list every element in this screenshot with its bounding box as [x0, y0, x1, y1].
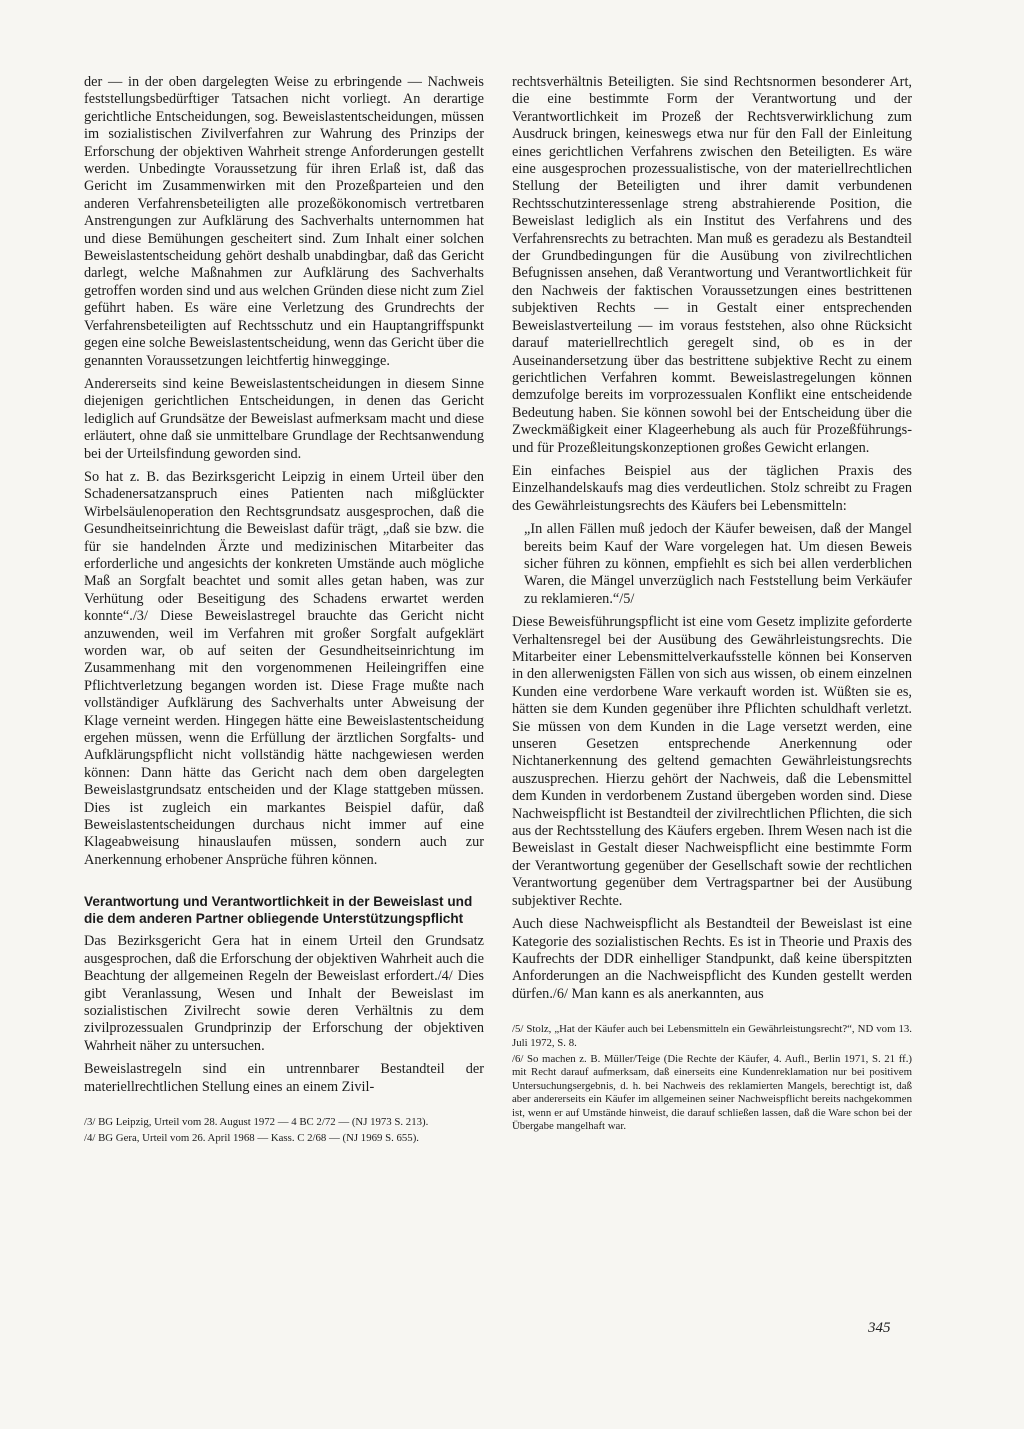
footnotes — [84, 1116, 484, 1146]
paragraph: der — in der oben dargelegten Weise zu erbringende — Nachweis feststellungsbedürftiger Tatsachen nicht vorliegt. An derartige gerichtliche Entscheidungen, sog. Beweislastentscheidungen, müssen im sozialistischen Zivilverfahren zur Wahrung des Prinzips der Erforschung der objektiven Wahrheit strenge Anforderungen gestellt werden. Unbedingte Voraussetzung für ihren Erlaß ist, daß das Gericht im Zusammenwirken mit den Prozeßparteien und den anderen Verfahrensbeteiligten alle prozeßökonomisch vertretbaren Anstrengungen zur Aufklärung des Sachverhalts unternommen hat und diese Bemühungen gescheitert sind. Zum Inhalt einer solchen Beweislastentscheidung gehört deshalb unabdingbar, daß das Gericht darlegt, welche Maßnahmen zur Aufklärung des Sachverhalts getroffen worden sind und aus welchen Gründen diese nicht zum Ziel geführt haben. Es wäre eine Verletzung des Grundrechts der Verfahrensbeteiligten auf Rechtsschutz und ein Hauptangriffspunkt gegen eine solche Beweislastentscheidung, wenn das Gericht über die genannten Voraussetzungen leichtfertig hinwegginge. — [84, 74, 484, 369]
footnote: /5/ Stolz, „Hat der Käufer auch bei Lebensmitteln ein Gewährleistungsrecht?“, ND vom 13. Juli 1972, S. 8. — [512, 1023, 912, 1049]
paragraph: Andererseits sind keine Beweislastentscheidungen in diesem Sinne diejenigen gerichtlichen Entscheidungen, in denen das Gericht lediglich auf Grundsätze der Beweislast aufmerksam macht und diese erläutert, ohne daß sie unmittelbare Grundlage der Rechtsanwendung bei der Urteilsfindung geworden sind. — [84, 375, 484, 462]
footnote: /3/ BG Leipzig, Urteil vom 28. August 1972 — 4 BC 2/72 — (NJ 1973 S. 213). — [84, 1115, 429, 1128]
paragraph: Das Bezirksgericht Gera hat in einem Urteil den Grundsatz ausgesprochen, daß die Erforschung der objektiven Wahrheit auch die Beachtung der allgemeinen Regeln der Beweislast erfordert./4/ Dies gibt Veranlassung, Wesen und Inhalt der Beweislast im sozialistischen Zivilrecht sowie deren Verhältnis zu dem zivilprozessualen Grundprinzip der Erforschung der objektiven Wahrheit näher zu untersuchen. — [84, 933, 484, 1054]
footnote: /6/ So machen z. B. Müller/Teige (Die Rechte der Käufer, 4. Aufl., Berlin 1971, S. 21 ff.) mit Recht darauf aufmerksam, daß einerseits eine Kundenreklamation nur bei positivem Untersuchungsergebnis, d. h. bei Nachweis des reklamierten Mangels, berechtigt ist, daß aber andererseits ein Käufer im allgemeinen seiner Nachweispflicht bereits nachgekommen ist, wenn er auf Umstände hinweist, die darauf schließen lassen, daß die Ware schon bei der Übergabe mangelhaft war. — [512, 1052, 912, 1132]
footnotes — [512, 1023, 912, 1133]
paragraph: Auch diese Nachweispflicht als Bestandteil der Beweislast ist eine Kategorie des sozialistischen Rechts. Es ist in Theorie und Praxis des Kaufrechts der DDR einhelliger Standpunkt, daß keine überspitzten Anforderungen an die Nachweispflicht des Kunden gestellt werden dürfen./6/ Man kann es als anerkannten, aus — [512, 916, 912, 1002]
paragraph: Beweislastregeln sind ein untrennbarer Bestandteil der materiellrechtlichen Stellung eines an einem Zivil- — [84, 1061, 484, 1095]
right-column — [512, 74, 912, 1136]
paragraph: rechtsverhältnis Beteiligten. Sie sind Rechtsnormen besonderer Art, die eine bestimmte Form der Verantwortung und der Verantwortlichkeit im Prozeß der Rechtsverwirklichung zum Ausdruck bringen, keineswegs etwa nur für den Fall der Einleitung eines gerichtlichen Verfahrens zwischen den Beteiligten. Es wäre eine ausgesprochen prozessualistische, von der materiellrechtlichen Stellung der Beteiligten und ihrer damit verbundenen Rechtsschutzinteressenlage streng abstrahierende Position, die Beweislast lediglich als ein Institut des Verfahrens und des Verfahrensrechts zu betrachten. Man muß es geradezu als Bestandteil der Grundbedingungen für die Ausübung von zivilrechtlichen Befugnissen ansehen, daß Verantwortung und Verantwortlichkeit für den Nachweis der faktischen Voraussetzungen eines bestrittenen subjektiven Rechts — in Gestalt einer entsprechenden Beweislastverteilung — im voraus feststehen, also ohne Rücksicht darauf materiellrechtlich geregelt sind, ob es in der Auseinandersetzung über das bestrittene subjektive Recht zu einem gerichtlichen Verfahren kommt. Beweislastregelungen können demzufolge bereits im vorprozessualen Konflikt eine entscheidende Bedeutung haben. Sie können sowohl bei der Entscheidung über die Zweckmäßigkeit einer Klageerhebung als auch für Prozeßführungs- und für Prozeßleitungskonzeptionen großes Gewicht erlangen. — [512, 74, 912, 456]
footnote: /4/ BG Gera, Urteil vom 26. April 1968 — Kass. C 2/68 — (NJ 1969 S. 655). — [84, 1132, 419, 1145]
page-number: 345 — [868, 1320, 891, 1336]
paragraph: Ein einfaches Beispiel aus der täglichen Praxis des Einzelhandelskaufs mag dies verdeutlichen. Stolz schreibt zu Fragen des Gewährleistungsrechts des Käufers bei Lebensmitteln: — [512, 462, 912, 514]
paragraph: Diese Beweisführungspflicht ist eine vom Gesetz implizite geforderte Verhaltensregel bei der Ausübung des Gewährleistungsrechts. Die Mitarbeiter einer Lebensmittelverkaufsstelle können bei Konserven in den allerwenigsten Fällen von sich aus wissen, ob einem einzelnen Kunden eine verdorbene Ware verkauft worden ist. Wüßten sie es, hätten sie dem Kunden gegenüber ihre Pflichten schuldhaft verletzt. Sie müssen von dem Kunden in die Lage versetzt werden, eine unseren Gesetzen entsprechende Anerkennung oder Nichtanerkennung des geltend gemachten Gewährleistungsrechts auszusprechen. Hierzu gehört der Nachweis, daß die Lebensmittel dem Kunden in verdorbenem Zustand übergeben worden sind. Diese Nachweispflicht ist Bestandteil der zivilrechtlichen Pflichten, die sich aus der Rechtsstellung des Käufers ergeben. Ihrem Wesen nach ist die Beweislast in Gestalt dieser Nachweispflicht eine bestimmte Form der Verantwortung gegenüber der Gesellschaft sowie der rechtlichen Verantwortung gegenüber dem Vertragspartner bei der Ausübung subjektiver Rechte. — [512, 614, 912, 909]
block-quote: „In allen Fällen muß jedoch der Käufer beweisen, daß der Mangel bereits beim Kauf der Ware vorgelegen hat. Um diesen Beweis sicher führen zu können, empfiehlt es sich bei allen verderblichen Waren, die Mängel unverzüglich nach Feststellung beim Verkäufer zu reklamieren.“/5/ — [524, 521, 912, 607]
paragraph: So hat z. B. das Bezirksgericht Leipzig in einem Urteil über den Schadenersatzanspruch eines Patienten nach mißglückter Wirbelsäulenoperation den Rechtsgrundsatz ausgesprochen, daß die Gesundheitseinrichtung die Beweislast dafür trägt, „daß sie bzw. die für sie handelnden Ärzte und medizinischen Mitarbeiter das erforderliche und angesichts der konkreten Umstände auch mögliche Maß an Sorgfalt beachtet und somit alles getan haben, was zur Verhütung oder Beseitigung des Schadens erwartet werden konnte“./3/ Diese Beweislastregel brauchte das Gericht nicht anzuwenden, weil im Verfahren mit großer Sorgfalt aufgeklärt worden war, ob auf seiten der Gesundheitseinrichtung im Zusammenhang mit den vorgenommenen Heileingriffen eine Pflichtverletzung begangen worden ist. Diese Frage mußte nach vollständiger Aufklärung des Sachverhalts unter Abweisung der Klage verneint werden. Hingegen hätte eine Beweislastentscheidung ergehen müssen, wenn die Erfüllung der ärztlichen Sorgfalts- und Aufklärungspflicht nicht vollständig hätte nachgewiesen werden können: Dann hätte das Gericht nach dem oben dargelegten Beweislastgrundsatz entscheiden und der Klage stattgeben müssen. Dies ist zugleich ein markantes Beispiel dafür, daß Beweislastentscheidungen durchaus nicht immer auf eine Klageabweisung hinauslaufen müssen, sondern auch zur Anerkennung erhobener Ansprüche führen können. — [84, 468, 484, 868]
left-column — [84, 74, 484, 1149]
section-heading: Verantwortung und Verantwortlichkeit in der Beweislast und die dem anderen Partner obliegende Unterstützungspflicht — [84, 894, 473, 927]
